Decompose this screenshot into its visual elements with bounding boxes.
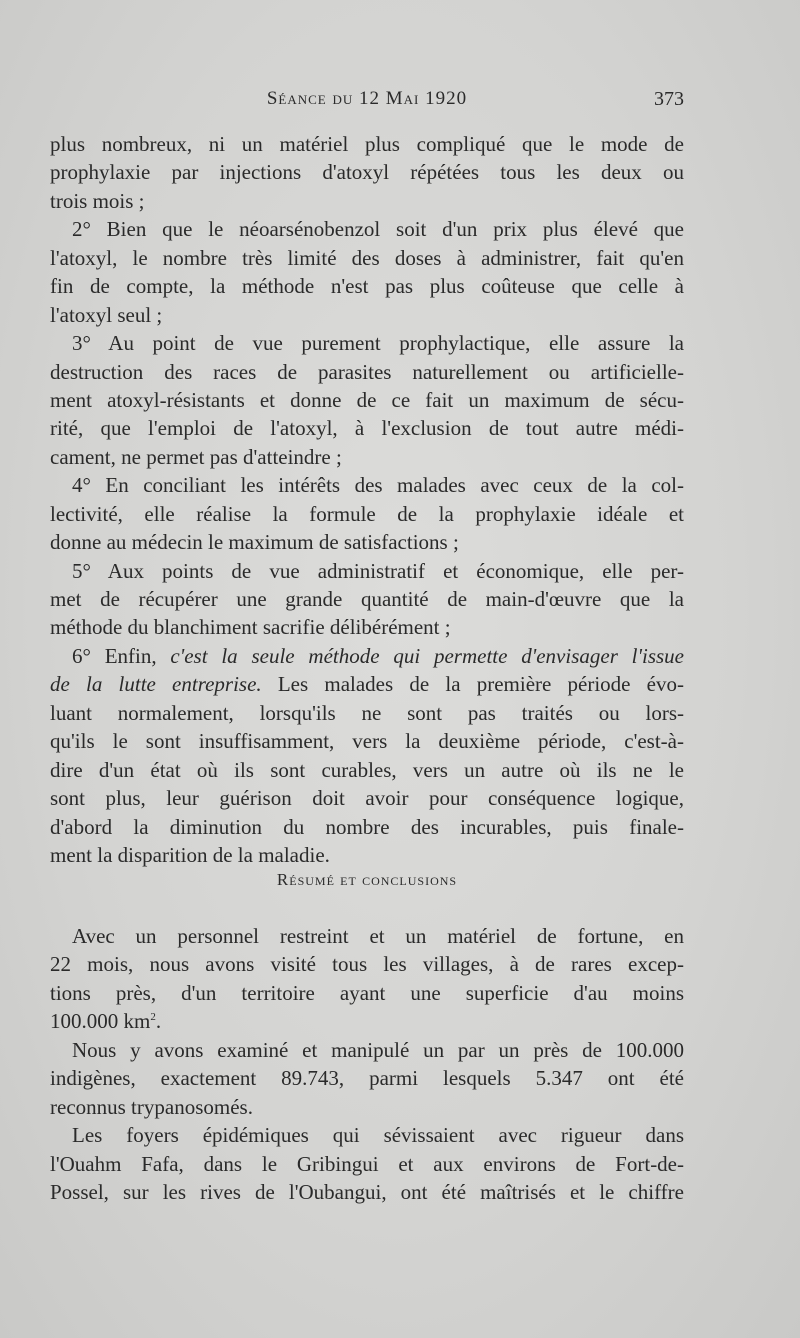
text-line bbox=[50, 642, 684, 670]
page-number: 373 bbox=[654, 88, 684, 110]
text-line: Possel, sur les rives de l'Oubangui, ont été maîtrisés et le chiffre bbox=[50, 1179, 684, 1204]
text-line: Nous y avons examiné et manipulé un par un près de 100.000 bbox=[72, 1037, 684, 1062]
text-line: rité, que l'emploi de l'atoxyl, à l'exclusion de tout autre médi- bbox=[50, 416, 684, 441]
running-head-title: Séance du 12 Mai 1920 bbox=[266, 88, 468, 109]
text-line: reconnus trypanosomés. bbox=[50, 1094, 253, 1119]
text-line: 5° Aux points de vue administratif et économique, elle per- bbox=[72, 558, 684, 583]
text-line: cament, ne permet pas d'atteindre ; bbox=[50, 444, 342, 469]
text-line: lectivité, elle réalise la formule de la prophylaxie idéale et bbox=[50, 501, 684, 526]
body-text-upper bbox=[50, 130, 684, 869]
text-span: Les malades de la première période évo- bbox=[261, 672, 684, 697]
text-line: sont plus, leur guérison doit avoir pour conséquence logique, bbox=[50, 786, 684, 811]
text-line bbox=[50, 1007, 684, 1035]
text-line: luant normalement, lorsqu'ils ne sont pas traités ou lors- bbox=[50, 700, 684, 725]
text-line: trois mois ; bbox=[50, 188, 145, 213]
text-line: Les foyers épidémiques qui sévissaient avec rigueur dans bbox=[72, 1123, 684, 1148]
text-line: l'Ouahm Fafa, dans le Gribingui et aux environs de Fort-de- bbox=[50, 1151, 684, 1176]
text-line: met de récupérer une grande quantité de main-d'œuvre que la bbox=[50, 587, 684, 611]
text-line: ment la disparition de la maladie. bbox=[50, 842, 330, 867]
text-line: d'abord la diminution du nombre des incurables, puis finale- bbox=[50, 814, 684, 839]
section-heading: Résumé et conclusions bbox=[276, 870, 458, 889]
text-line: qu'ils le sont insuffisamment, vers la deuxième période, c'est-à- bbox=[50, 729, 684, 754]
text-line: prophylaxie par injections d'atoxyl répétées tous les deux ou bbox=[50, 160, 684, 185]
running-head bbox=[50, 88, 684, 118]
text-line: méthode du blanchiment sacrifie délibérément ; bbox=[50, 615, 451, 640]
text-line: ment atoxyl-résistants et donne de ce fait un maximum de sécu- bbox=[50, 387, 684, 412]
text-line: Avec un personnel restreint et un matériel de fortune, en bbox=[72, 924, 684, 948]
text-line: indigènes, exactement 89.743, parmi lesquels 5.347 ont été bbox=[50, 1066, 684, 1091]
italic-span: c'est la seule méthode qui permette d'envisager l'issue bbox=[170, 643, 684, 668]
text-span: . bbox=[155, 1009, 162, 1034]
body-text-lower bbox=[50, 922, 684, 1206]
text-line: 3° Au point de vue purement prophylactique, elle assure la bbox=[72, 331, 684, 356]
superscript: 2 bbox=[150, 1011, 156, 1024]
text-line: dire d'un état où ils sont curables, vers un autre où ils ne le bbox=[50, 757, 684, 782]
text-span: 6° Enfin, bbox=[72, 643, 171, 668]
text-line: donne au médecin le maximum de satisfactions ; bbox=[50, 530, 459, 555]
text-line: plus nombreux, ni un matériel plus compliqué que le mode de bbox=[50, 132, 684, 156]
italic-span: de la lutte entreprise. bbox=[50, 672, 262, 697]
text-line bbox=[50, 670, 684, 698]
text-line: tions près, d'un territoire ayant une superficie d'au moins bbox=[50, 980, 684, 1005]
text-line: fin de compte, la méthode n'est pas plus coûteuse que celle à bbox=[50, 274, 684, 299]
text-line: 4° En conciliant les intérêts des malades avec ceux de la col- bbox=[72, 473, 684, 498]
text-line: l'atoxyl seul ; bbox=[50, 302, 163, 327]
text-line: 2° Bien que le néoarsénobenzol soit d'un prix plus élevé que bbox=[72, 217, 684, 242]
text-line: l'atoxyl, le nombre très limité des doses à administrer, fait qu'en bbox=[50, 245, 684, 270]
text-line: destruction des races de parasites naturellement ou artificielle- bbox=[50, 359, 684, 384]
text-span: 100.000 km bbox=[50, 1009, 151, 1034]
text-line: 22 mois, nous avons visité tous les villages, à de rares excep- bbox=[50, 952, 684, 977]
